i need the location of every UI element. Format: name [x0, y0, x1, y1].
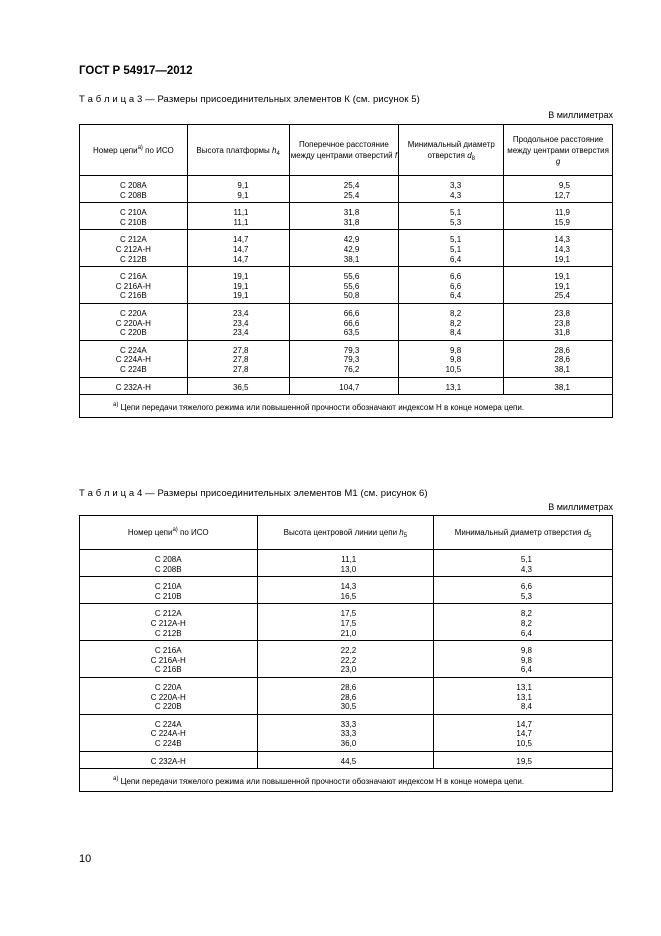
table3-row-group — [80, 203, 613, 230]
table3-col-header-ital: g — [555, 156, 561, 166]
table4-value-chains: С 232А-Н — [150, 756, 186, 766]
table3-value-f: 79,3 — [343, 345, 360, 355]
table3-value-chains: С 224В — [120, 364, 147, 374]
table4-col-header-pre: Высота центровой линии цепи — [283, 528, 400, 537]
table4-value-d5: 9,8 — [520, 646, 532, 656]
table3-value-chains: С 212А — [120, 235, 147, 245]
table3-value-f: 42,9 — [343, 235, 360, 245]
table3-row-group — [80, 267, 613, 304]
table3-value-d8: 9,8 — [450, 345, 462, 355]
table3-value-h4: 27,8 — [232, 364, 249, 374]
table3-cell-f — [289, 176, 399, 203]
table4-col-header-pre: Номер цепи — [127, 528, 173, 537]
table3-value-d8: 5,1 — [450, 235, 462, 245]
table4-value-h5: 11,1 — [341, 555, 357, 564]
table3-value-chains: С 220А — [120, 308, 147, 318]
table4-value-chains: С 224А — [154, 719, 182, 729]
table3-value-g: 15,9 — [554, 217, 570, 227]
table4-cell-d5 — [434, 714, 613, 751]
table3-col-header-sub: 8 — [471, 156, 475, 162]
table4-col-header-sub: 5 — [403, 533, 408, 539]
table4-cell-d5 — [434, 550, 613, 577]
table3-value-h4: 14,7 — [232, 235, 249, 245]
table3-row-group — [80, 303, 613, 340]
table3-col-header — [289, 125, 399, 176]
table3-value-g: 23,8 — [554, 318, 570, 328]
table3-value-h4: 23,4 — [232, 318, 249, 328]
table3-value-chains: С 220В — [120, 328, 147, 338]
table4-cell-h5 — [257, 604, 434, 641]
table4-col-header-sup: а) — [172, 527, 178, 533]
table4-value-h5: 22,2 — [340, 646, 357, 656]
table3 — [79, 124, 613, 418]
table4-value-d5: 5,3 — [520, 591, 532, 601]
table3-cell-chains — [80, 230, 188, 267]
table4-value-h5: 16,5 — [340, 591, 357, 601]
table3-cell-h4 — [187, 377, 289, 395]
table4-value-h5: 36,0 — [340, 738, 357, 748]
table4-cell-chains — [80, 641, 258, 678]
table4-cell-h5 — [257, 577, 434, 604]
table3-value-chains: С 224А — [120, 345, 147, 355]
table4-row-group — [80, 641, 613, 678]
table4-col-header-ital: d — [583, 528, 589, 537]
table3-value-g: 38,1 — [554, 364, 570, 374]
table3-col-header — [80, 125, 188, 176]
table3-footnote-mark: а) — [113, 402, 119, 409]
table3-cell-chains — [80, 267, 188, 304]
table3-col-header — [399, 125, 504, 176]
table3-value-h4: 11,1 — [233, 208, 249, 218]
table4-value-h5: 23,0 — [340, 665, 357, 675]
table3-value-d8: 8,4 — [450, 328, 462, 338]
table3-col-header — [504, 125, 613, 176]
table3-cell-chains — [80, 203, 188, 230]
table3-value-f: 25,4 — [343, 190, 360, 200]
table3-value-h4: 11,1 — [233, 217, 249, 227]
table4-value-d5: 6,4 — [520, 628, 532, 638]
table3-body — [80, 176, 613, 418]
table3-cell-f — [289, 303, 399, 340]
table4-value-h5: 17,5 — [340, 618, 357, 628]
table3-value-f: 63,5 — [343, 328, 360, 338]
table3-value-d8: 6,6 — [450, 281, 462, 291]
table4-value-chains: С 212А-Н — [150, 618, 186, 628]
table3-footnote — [80, 395, 613, 418]
table4-value-d5: 5,1 — [520, 555, 532, 564]
table4-footnote-row — [80, 769, 613, 792]
table3-value-f: 55,6 — [343, 281, 360, 291]
table3-value-g: 11,9 — [555, 208, 570, 218]
table4-value-chains: С 210А — [154, 582, 182, 592]
table4-cell-chains — [80, 550, 258, 577]
table3-value-f: 79,3 — [343, 355, 360, 365]
table3-cell-h4 — [187, 203, 289, 230]
table4-value-h5: 28,6 — [340, 682, 357, 692]
table4-value-d5: 9,8 — [520, 655, 532, 665]
table4-value-d5: 19,5 — [516, 756, 532, 766]
table4-value-d5: 8,2 — [520, 609, 532, 619]
table3-cell-g — [504, 230, 613, 267]
table3-cell-d8 — [399, 230, 504, 267]
table3-value-d8: 13,1 — [445, 382, 462, 392]
table4-cell-h5 — [257, 550, 434, 577]
table3-value-g: 19,1 — [554, 281, 570, 291]
table4-value-h5: 22,2 — [340, 655, 357, 665]
table3-value-g: 14,3 — [554, 244, 570, 254]
table4-caption: Т а б л и ц а 4 — Размеры присоединительных элементов М1 (см. рисунок 6) — [79, 488, 428, 499]
table4-row-group — [80, 604, 613, 641]
table4-cell-d5 — [434, 641, 613, 678]
table3-cell-f — [289, 230, 399, 267]
table4-header-row — [80, 516, 613, 550]
table4-value-chains: С 224В — [154, 738, 182, 748]
table3-value-g: 25,4 — [554, 291, 570, 301]
table3-cell-h4 — [187, 267, 289, 304]
table3-cell-chains — [80, 377, 188, 395]
table4-cell-chains — [80, 751, 258, 769]
table4-col-header-pre: Минимальный диаметр отверстия — [454, 528, 584, 537]
table3-value-chains: С 216А — [120, 272, 147, 282]
table4-value-h5: 13,0 — [340, 564, 357, 574]
table3-col-header — [187, 125, 289, 176]
table3-units: В миллиметрах — [548, 110, 613, 120]
table4-value-d5: 13,1 — [516, 682, 532, 692]
table3-row-group — [80, 340, 613, 377]
table3-col-header-ital: h — [272, 145, 277, 155]
table4-cell-h5 — [257, 641, 434, 678]
table3-cell-d8 — [399, 176, 504, 203]
table4-value-d5: 14,7 — [516, 719, 532, 729]
table4-row-group — [80, 577, 613, 604]
table4-cell-h5 — [257, 751, 434, 769]
table3-value-h4: 14,7 — [232, 244, 249, 254]
table4-value-d5: 6,6 — [520, 582, 532, 592]
page-number: 10 — [79, 853, 92, 865]
table3-value-g: 28,6 — [554, 345, 570, 355]
table4-value-chains: С 208В — [154, 564, 182, 574]
table3-cell-chains — [80, 303, 188, 340]
table4-col-header — [434, 516, 613, 550]
table4-footnote-text: Цепи передачи тяжелого режима или повышенной прочности обозначают индексом Н в конце номера цепи. — [118, 777, 525, 787]
table4-row-group — [80, 677, 613, 714]
table4-row-group — [80, 550, 613, 577]
table3-value-g: 31,8 — [554, 328, 570, 338]
table3-cell-f — [289, 203, 399, 230]
table3-value-g: 14,3 — [554, 235, 570, 245]
table3-col-header-pre: Минимальный диаметр отверстия — [407, 140, 495, 160]
table3-value-chains: С 212В — [120, 254, 147, 264]
table3-value-f: 55,6 — [343, 272, 360, 282]
table4-value-h5: 21,0 — [340, 628, 357, 638]
table4-col-header — [80, 516, 258, 550]
table3-value-h4: 9,1 — [237, 181, 249, 190]
table4-cell-d5 — [434, 604, 613, 641]
table3-col-header-pre: Высота платформы — [196, 145, 272, 155]
table4-value-h5: 28,6 — [340, 692, 357, 702]
table4-units: В миллиметрах — [548, 502, 613, 512]
table3-value-f: 38,1 — [343, 254, 360, 264]
table4-cell-d5 — [434, 577, 613, 604]
table3-value-g: 12,7 — [554, 190, 570, 200]
table3-value-f: 76,2 — [343, 364, 360, 374]
table3-value-h4: 23,4 — [232, 308, 249, 318]
table3-cell-h4 — [187, 230, 289, 267]
table3-value-d8: 4,3 — [450, 190, 462, 200]
table4-cell-chains — [80, 577, 258, 604]
table3-value-h4: 27,8 — [232, 355, 249, 365]
table3-value-h4: 36,5 — [232, 382, 249, 392]
table3-cell-d8 — [399, 377, 504, 395]
table3-value-chains: С 220А-Н — [115, 318, 151, 328]
table3-value-g: 19,1 — [554, 254, 570, 264]
table3-row-group — [80, 230, 613, 267]
table3-cell-d8 — [399, 203, 504, 230]
table3-value-chains: С 224А-Н — [115, 355, 151, 365]
table3-value-d8: 6,6 — [450, 272, 462, 282]
table4-value-h5: 14,3 — [340, 582, 357, 592]
table3-col-header-ital: f — [394, 151, 398, 160]
table3-cell-f — [289, 377, 399, 395]
table3-value-h4: 19,1 — [232, 281, 249, 291]
table4-value-chains: С 220В — [154, 702, 182, 712]
table4-value-h5: 33,3 — [340, 729, 357, 739]
table4-cell-d5 — [434, 677, 613, 714]
table3-value-g: 38,1 — [554, 382, 570, 392]
table4-value-d5: 13,1 — [516, 692, 532, 702]
table3-value-f: 104,7 — [339, 382, 360, 392]
table3-value-chains: С 232А-Н — [115, 382, 151, 392]
table4-col-header-post: по ИСО — [177, 528, 209, 537]
table3-value-d8: 8,2 — [450, 318, 462, 328]
table4-col-header — [257, 516, 434, 550]
table3-value-h4: 27,8 — [232, 345, 249, 355]
table4-cell-chains — [80, 677, 258, 714]
table3-value-g: 9,5 — [558, 181, 570, 190]
table3-cell-g — [504, 340, 613, 377]
table3-footnote-row — [80, 395, 613, 418]
table3-footnote-text: Цепи передачи тяжелого режима или повышенной прочности обозначают индексом Н в конце номера цепи. — [118, 403, 525, 413]
table3-cell-g — [504, 203, 613, 230]
table4-value-d5: 4,3 — [520, 564, 532, 574]
table4-value-h5: 44,5 — [340, 756, 357, 766]
table4-value-h5: 17,5 — [340, 609, 357, 619]
table4-value-chains: С 216А-Н — [150, 655, 186, 665]
table4 — [79, 515, 613, 792]
table4-body — [80, 550, 613, 792]
table3-value-chains: С 210А — [120, 208, 147, 218]
table3-cell-g — [504, 176, 613, 203]
table3-cell-f — [289, 340, 399, 377]
table3-value-g: 28,6 — [554, 355, 570, 365]
table3-cell-h4 — [187, 340, 289, 377]
table3-value-h4: 9,1 — [237, 190, 249, 200]
table4-footnote-mark: а) — [113, 776, 119, 783]
table3-value-g: 23,8 — [554, 308, 570, 318]
table3-value-chains: С 210В — [120, 217, 147, 227]
table3-value-f: 31,8 — [343, 208, 360, 218]
table4-value-chains: С 220А-Н — [150, 692, 186, 702]
table4-value-chains: С 216В — [154, 665, 182, 675]
table3-col-header-pre: Номер цепи — [92, 145, 138, 155]
table3-value-chains: С 212А-Н — [115, 244, 151, 254]
table3-col-header-pre: Продольное расстояние между центрами отверстия — [507, 134, 609, 155]
table3-value-h4: 19,1 — [232, 291, 249, 301]
table3-cell-d8 — [399, 267, 504, 304]
table3-value-d8: 6,4 — [450, 254, 462, 264]
table3-col-header-post: по ИСО — [142, 145, 174, 155]
table3-value-chains: С 208А — [120, 181, 147, 190]
table3-cell-f — [289, 267, 399, 304]
table4-value-chains: С 208А — [154, 555, 182, 564]
table4-value-d5: 8,2 — [520, 618, 532, 628]
table4-value-chains: С 212В — [154, 628, 182, 638]
table4-cell-h5 — [257, 714, 434, 751]
table3-cell-d8 — [399, 340, 504, 377]
table4-value-d5: 10,5 — [516, 738, 532, 748]
table3-value-f: 25,4 — [343, 181, 360, 190]
table3-value-chains: С 216А-Н — [115, 281, 151, 291]
table4-cell-chains — [80, 714, 258, 751]
table3-value-f: 66,6 — [343, 318, 360, 328]
table4-value-chains: С 216А — [154, 646, 182, 656]
table3-cell-g — [504, 267, 613, 304]
table3-value-f: 66,6 — [343, 308, 360, 318]
table3-cell-chains — [80, 340, 188, 377]
table3-col-header-pre: Поперечное расстояние между центрами отверстий — [290, 140, 395, 160]
table3-value-f: 42,9 — [343, 244, 360, 254]
table4-value-d5: 6,4 — [520, 665, 532, 675]
table3-value-d8: 8,2 — [450, 308, 462, 318]
table3-col-header-sub: 4 — [276, 150, 280, 157]
table4-value-d5: 8,4 — [520, 702, 532, 712]
table3-value-d8: 10,5 — [445, 364, 462, 374]
table3-value-chains: С 208В — [120, 190, 147, 200]
table3-cell-g — [504, 303, 613, 340]
table3-value-d8: 3,3 — [450, 181, 462, 190]
table4-footnote — [80, 769, 613, 792]
table3-value-d8: 9,8 — [450, 355, 462, 365]
table3-caption: Т а б л и ц а 3 — Размеры присоединительных элементов К (см. рисунок 5) — [79, 94, 420, 105]
table3-value-d8: 6,4 — [450, 291, 462, 301]
table3-row-group — [80, 377, 613, 395]
table3-cell-g — [504, 377, 613, 395]
table4-value-chains: С 220А — [154, 682, 182, 692]
table3-header-row — [80, 125, 613, 176]
table3-col-header-sup: а) — [137, 144, 143, 151]
table3-cell-h4 — [187, 176, 289, 203]
table3-col-header-ital: d — [467, 151, 472, 160]
document-header: ГОСТ Р 54917—2012 — [79, 65, 193, 77]
table3-value-h4: 23,4 — [232, 328, 249, 338]
table3-value-d8: 5,1 — [450, 244, 462, 254]
table4-cell-chains — [80, 604, 258, 641]
table3-value-d8: 5,3 — [450, 217, 462, 227]
table3-value-f: 31,8 — [343, 217, 360, 227]
table4-value-chains: С 212А — [154, 609, 182, 619]
table3-cell-chains — [80, 176, 188, 203]
table3-value-h4: 14,7 — [232, 254, 249, 264]
table3-value-h4: 19,1 — [232, 272, 249, 282]
table4-cell-h5 — [257, 677, 434, 714]
table4-value-h5: 33,3 — [340, 719, 357, 729]
table4-value-d5: 14,7 — [516, 729, 532, 739]
table4-row-group — [80, 751, 613, 769]
table4-col-header-ital: h — [399, 528, 404, 537]
table3-cell-d8 — [399, 303, 504, 340]
table3-value-chains: С 216В — [120, 291, 147, 301]
table4-value-chains: С 210В — [154, 591, 182, 601]
table4-col-header-sub: 5 — [588, 533, 592, 539]
table4-value-chains: С 224А-Н — [150, 729, 186, 739]
table3-row-group — [80, 176, 613, 203]
table3-cell-h4 — [187, 303, 289, 340]
table4-row-group — [80, 714, 613, 751]
table3-value-g: 19,1 — [554, 272, 570, 282]
table3-value-f: 50,8 — [343, 291, 360, 301]
table4-value-h5: 30,5 — [340, 702, 357, 712]
table3-value-d8: 5,1 — [450, 208, 462, 218]
table4-cell-d5 — [434, 751, 613, 769]
